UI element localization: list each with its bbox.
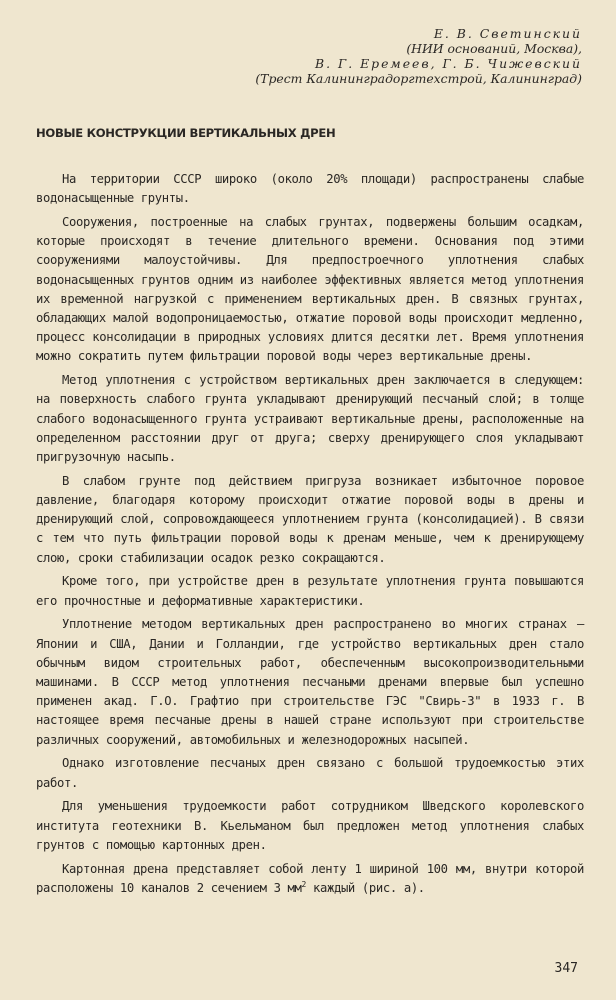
author-affiliation-1: (НИИ оснований, Москва), [406,41,582,56]
paragraph: Кроме того, при устройстве дрен в результате уплотнения грунта повышаются его прочностные и деформативные характеристики. [36,574,584,608]
page-number: 347 [554,961,578,976]
article-title: НОВЫЕ КОНСТРУКЦИИ ВЕРТИКАЛЬНЫХ ДРЕН [36,126,336,140]
paragraph: Для уменьшения трудоемкости работ сотрудником Шведского королевского института геотехники В. Кьельманом был предложен метод уплотнения слабых грунтов с помощью картонных дрен. [36,799,584,852]
paragraph: Уплотнение методом вертикальных дрен распространено во многих странах – Японии и США, Дании и Голландии, где устройство вертикальных дрен стало обычным видом строительных работ, обеспеченным высокопроизводительными машинами. В СССР метод уплотнения песчаными дренами впервые был успешно применен акад. Г.О. Графтио при строительстве ГЭС "Свирь-3" в 1933 г. В настоящее время песчаные дрены в нашей стране используют при строительстве различных сооружений, автомобильных и железнодорожных насыпей. [36,617,584,747]
paragraph: В слабом грунте под действием пригруза возникает избыточное поровое давление, благодаря которому происходит отжатие поровой воды в дрены и дренирующий слой, сопровождающееся уплотнением грунта (консолидацией). В связи с тем что путь фильтрации поровой воды к дренам меньше, чем к дренирующему слою, сроки стабилизации осадок резко сокращаются. [36,473,584,565]
paragraph-last-text: Картонная дрена представляет собой ленту 1 шириной 100 мм, внутри которой расположены 10 каналов 2 сечением 3 мм [36,861,584,895]
author-name-1: Е. В. Светинский [433,26,582,41]
paragraph: Сооружения, построенные на слабых грунтах, подвержены большим осадкам, которые происходят в течение длительного времени. Основания под этими сооружениями малоустойчивы. Для предпостроечного уплотнения слабых водонасыщенных грунтов одним из наиболее эффективных является метод уплотнения их временной нагрузкой с применением вертикальных дрен. В связных грунтах, обладающих малой водопроницаемостью, отжатие поровой воды происходит медленно, процесс консолидации в природных условиях длится десятки лет. Время уплотнения можно сократить путем фильтрации поровой воды через вертикальные дрены. [36,215,584,364]
paragraph: Однако изготовление песчаных дрен связано с большой трудоемкостью этих работ. [36,756,584,790]
paragraph-last [36,860,584,898]
article-body [36,170,584,898]
author-names-2: В. Г. Еремеев, Г. Б. Чижевский [315,56,582,71]
paragraph-last-tail: каждый (рис. а). [306,880,425,895]
author-affiliation-2: (Трест Калининградоргтехстрой, Калининград) [255,71,582,86]
paragraph: Метод уплотнения с устройством вертикальных дрен заключается в следующем: на поверхность слабого грунта укладывают дренирующий песчаный слой; в толще слабого водонасыщенного грунта устраивают вертикальные дрены, расположенные на определенном расстоянии друг от друга; сверху дренирующего слоя укладывают пригрузочную насыпь. [36,373,584,465]
superscript: 2 [301,879,306,889]
author-block [36,26,584,86]
paragraph: На территории СССР широко (около 20% площади) распространены слабые водонасыщенные грунты. [36,172,584,206]
